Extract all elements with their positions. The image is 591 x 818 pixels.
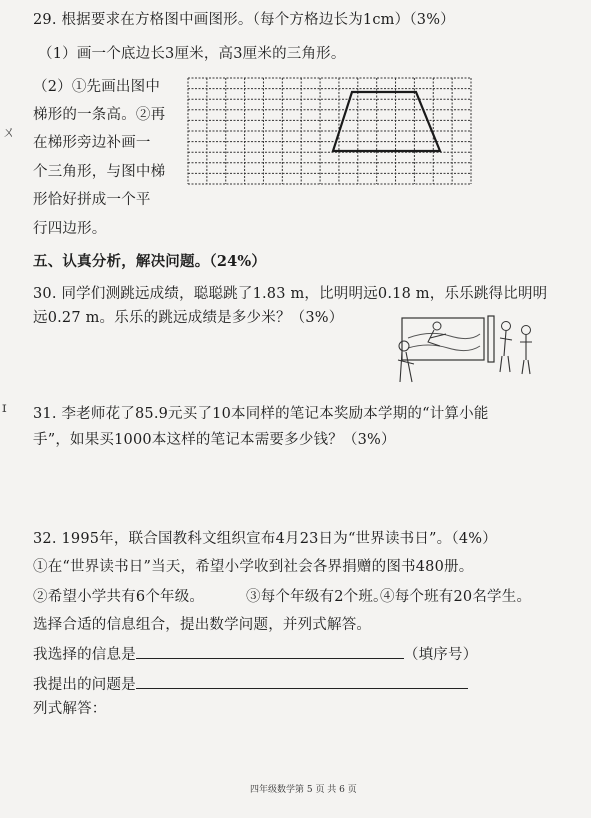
q29-part2-line-3: 在梯形旁边补画一 — [33, 135, 151, 151]
margin-mark: ɪ — [2, 400, 7, 416]
q29-title: 29. 根据要求在方格图中画图形。（每个方格边长为1cm）（3%） — [33, 12, 455, 28]
q32-info-1: ①在“世界读书日”当天，希望小学收到社会各界捐赠的图书480册。 — [33, 559, 474, 575]
q31-line-1: 31. 李老师花了85.9元买了10本同样的笔记本奖励本学期的“计算小能 — [33, 406, 489, 422]
q32-title: 32. 1995年，联合国教科文组织宣布4月23日为“世界读书日”。（4%） — [33, 531, 497, 547]
q30-line-1: 30. 同学们测跳远成绩，聪聪跳了1.83 m，比明明远0.18 m，乐乐跳得比明明 — [33, 286, 548, 302]
q29-part2-line-4: 个三角形，与图中梯 — [33, 164, 166, 180]
margin-mark: ㄨ — [2, 125, 16, 141]
chosen-info-blank[interactable] — [136, 646, 404, 659]
chosen-info-label: 我选择的信息是 — [33, 647, 136, 663]
grid-lines — [188, 78, 471, 184]
page-footer: 四年级数学第 5 页 共 6 页 — [250, 785, 357, 795]
q29-part2-line-6: 行四边形。 — [33, 221, 107, 237]
chosen-info-hint: （填序号） — [403, 647, 478, 663]
section-5-title: 五、认真分析，解决问题。（24%） — [33, 253, 267, 270]
q32-info-2: ②希望小学共有6个年级。 — [33, 589, 205, 605]
q29-part2-line-2: 梯形的一条高。②再 — [33, 107, 166, 123]
q32-chosen-row — [33, 643, 477, 664]
long-jump-illustration — [390, 312, 540, 387]
q29-part1: （1）画一个底边长3厘米，高3厘米的三角形。 — [38, 46, 346, 62]
q31-line-2: 手”，如果买1000本这样的笔记本需要多少钱？（3%） — [33, 432, 396, 448]
grid-drawing-area[interactable] — [180, 68, 480, 188]
trapezoid-shape — [333, 92, 440, 151]
q32-instruction: 选择合适的信息组合，提出数学问题，并列式解答。 — [33, 617, 372, 633]
question-label: 我提出的问题是 — [33, 677, 136, 693]
q30-line-2: 远0.27 m。乐乐的跳远成绩是多少米？（3%） — [33, 310, 344, 326]
question-blank[interactable] — [136, 676, 468, 689]
q32-question-row — [33, 673, 468, 694]
q32-info-3: ③每个年级有2个班。 — [246, 589, 388, 605]
q29-part2-line-5: 形恰好拼成一个平 — [33, 192, 151, 208]
q32-solve-label: 列式解答： — [33, 701, 107, 717]
q29-part2-line-1: （2）①先画出图中 — [33, 79, 161, 95]
q32-info-4: ④每个班有20名学生。 — [380, 589, 532, 605]
